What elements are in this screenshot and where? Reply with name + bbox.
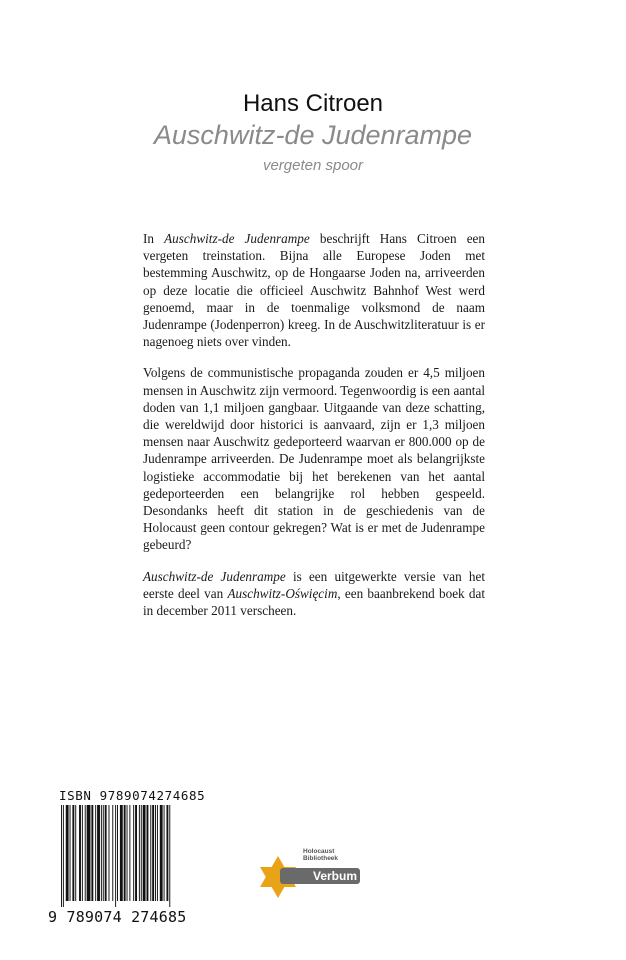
barcode-bar	[101, 805, 102, 901]
barcode-bar	[169, 805, 170, 907]
barcode-bar	[135, 805, 137, 901]
barcode-digits: 9 789074 274685	[48, 908, 187, 926]
blurb-text: is een uitgewerkte versie van het eerste deel van	[143, 568, 486, 601]
blurb-text: beschrijft Hans Citroen een vergeten treinstation. Bijna alle Europese Joden met bestemming Auschwitz, op de Hongaarse Joden na, arriveerden op deze locatie die officieel Auschwitz Bahnhof West werd genoemd, maar in de toenmalige volksmond de naam Judenrampe (Jodenperron) kreeg. In de Auschwitzliteratuur is er nagenoeg niets over vinden.	[143, 231, 485, 350]
publisher-name: Verbum	[280, 868, 360, 884]
barcode-bar	[61, 805, 62, 907]
blurb-text: , een baanbrekend boek dat in december 2011 verscheen.	[143, 585, 485, 619]
publisher-logo	[258, 843, 368, 903]
barcode-bar	[91, 805, 93, 901]
author-name: Hans Citroen	[242, 90, 384, 117]
barcode-bar	[147, 805, 149, 901]
blurb-italic-title: Auschwitz-de Judenrampe	[143, 568, 286, 584]
barcode-bar	[166, 805, 168, 901]
barcode-bar	[143, 805, 146, 901]
barcode-bar	[70, 805, 71, 901]
isbn-label: ISBN 9789074274685	[59, 788, 206, 803]
barcode-bar	[87, 805, 91, 901]
barcode-bar	[105, 805, 107, 901]
barcode-image	[60, 805, 172, 907]
barcode-bar	[79, 805, 81, 901]
barcode-bar	[66, 805, 69, 901]
barcode-bar	[82, 805, 83, 901]
blurb-italic-title: Auschwitz-Oświęcim	[227, 585, 338, 601]
barcode-bar	[109, 805, 110, 901]
back-cover-blurb	[143, 230, 485, 633]
barcode-bar	[155, 805, 156, 901]
barcode-bar	[157, 805, 158, 901]
publisher-tagline-1: Holocaust	[303, 848, 335, 855]
barcode-bar	[112, 805, 113, 901]
barcode-bar	[160, 805, 163, 901]
blurb-italic-title: Auschwitz-de Judenrampe	[164, 231, 310, 246]
barcode-bar	[129, 805, 130, 901]
barcode-bar	[75, 805, 76, 901]
barcode-bar	[63, 805, 64, 907]
barcode-bar	[120, 805, 123, 901]
publisher-tagline-2: Bibliotheek	[303, 855, 339, 862]
barcode-bar	[141, 805, 142, 901]
barcode-bar	[117, 805, 118, 901]
barcode-bar	[150, 805, 151, 901]
blurb-paragraph-3	[143, 568, 485, 620]
barcode-bar	[139, 805, 140, 901]
blurb-text: In	[143, 231, 165, 246]
barcode-bar	[97, 805, 100, 901]
blurb-paragraph-2: Volgens de communistische propaganda zouden er 4,5 miljoen mensen in Auschwitz zijn vermoord. Tegenwoordig is een aantal doden van 1,1 miljoen gangbaar. Uitgaande van deze schatting, die wereldwijd door historici is aanvaard, zijn er 1,3 miljoen mensen naar Auschwitz gedeporteerd waarvan er 800.000 op de Judenrampe arriveerden. De Judenrampe moet als belangrijkste logistieke accommodatie bij het berekenen van het aantal gedeporteerden een belangrijke rol hebben gespeeld. Desondanks heeft dit station in de geschiedenis van de Holocaust geen contour gekregen? Wat is er met de Judenrampe gebeurd?	[143, 365, 485, 553]
book-title: Auschwitz-de Judenrampe	[153, 120, 473, 150]
barcode-bar	[95, 805, 96, 901]
barcode-bar	[152, 805, 154, 901]
book-subtitle: vergeten spoor	[262, 157, 364, 174]
blurb-paragraph-1	[143, 230, 485, 350]
barcode-bar	[115, 805, 116, 907]
barcode-bar	[72, 805, 74, 901]
barcode-bar	[164, 805, 165, 901]
barcode-bar	[124, 805, 126, 901]
barcode-bar	[103, 805, 104, 901]
publisher-tagline	[303, 848, 338, 862]
barcode-bar	[85, 805, 86, 901]
barcode-bar	[133, 805, 134, 901]
barcode-bar	[127, 805, 128, 901]
